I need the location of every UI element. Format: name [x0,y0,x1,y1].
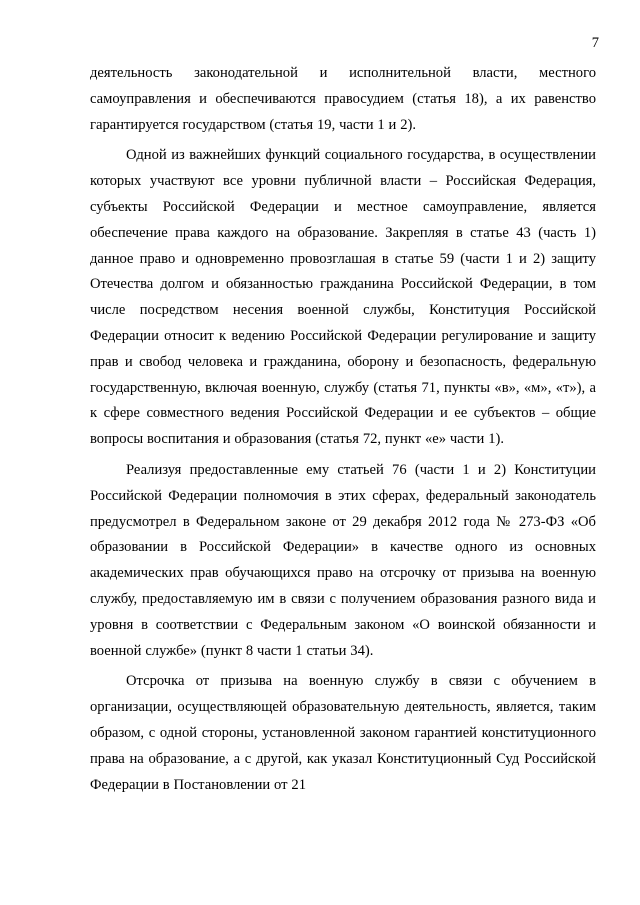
page-number: 7 [591,35,599,51]
paragraph-continuation: деятельность законодательной и исполнительной власти, местного самоуправления и обеспечиваются правосудием (статья 18), а их равенство гарантируется государством (статья 19, части 1 и 2). [90,65,596,133]
document-body [90,61,596,798]
paragraph-federal-law: Реализуя предоставленные ему статьей 76 (части 1 и 2) Конституции Российской Федерации полномочия в этих сферах, федеральный законодатель предусмотрел в Федеральном законе от 29 декабря 2012 года № 273-ФЗ «Об образовании в Российской Федерации» в качестве одного из основных академических прав обучающихся право на отсрочку от призыва на военную службу, предоставляемую им в связи с получением образования разного вида и уровня в соответствии с Федеральным законом «О воинской обязанности и военной службе» (пункт 8 части 1 статьи 34). [90,461,596,659]
paragraph-deferment: Отсрочка от призыва на военную службу в связи с обучением в организации, осуществляющей образовательную деятельность, является, таким образом, с одной стороны, установленной законом гарантией конституционного права на образование, а с другой, как указал Конституционный Суд Российской Федерации в Постановлении от 21 [90,673,596,793]
paragraph-social-state: Одной из важнейших функций социального государства, в осуществлении которых участвуют все уровни публичной власти – Российская Федерация, субъекты Российской Федерации и местное самоуправление, является обеспечение права каждого на образование. Закрепляя в статье 43 (часть 1) данное право и одновременно провозглашая в статье 59 (части 1 и 2) защиту Отечества долгом и обязанностью гражданина Российской Федерации, в том числе посредством несения военной службы, Конституция Российской Федерации относит к ведению Российской Федерации регулирование и защиту прав и свобод человека и гражданина, оборону и безопасность, федеральную государственную, включая военную, службу (статья 71, пункты «в», «м», «т»), а к сфере совместного ведения Российской Федерации и ее субъектов – общие вопросы воспитания и образования (статья 72, пункт «е» части 1). [90,147,596,448]
